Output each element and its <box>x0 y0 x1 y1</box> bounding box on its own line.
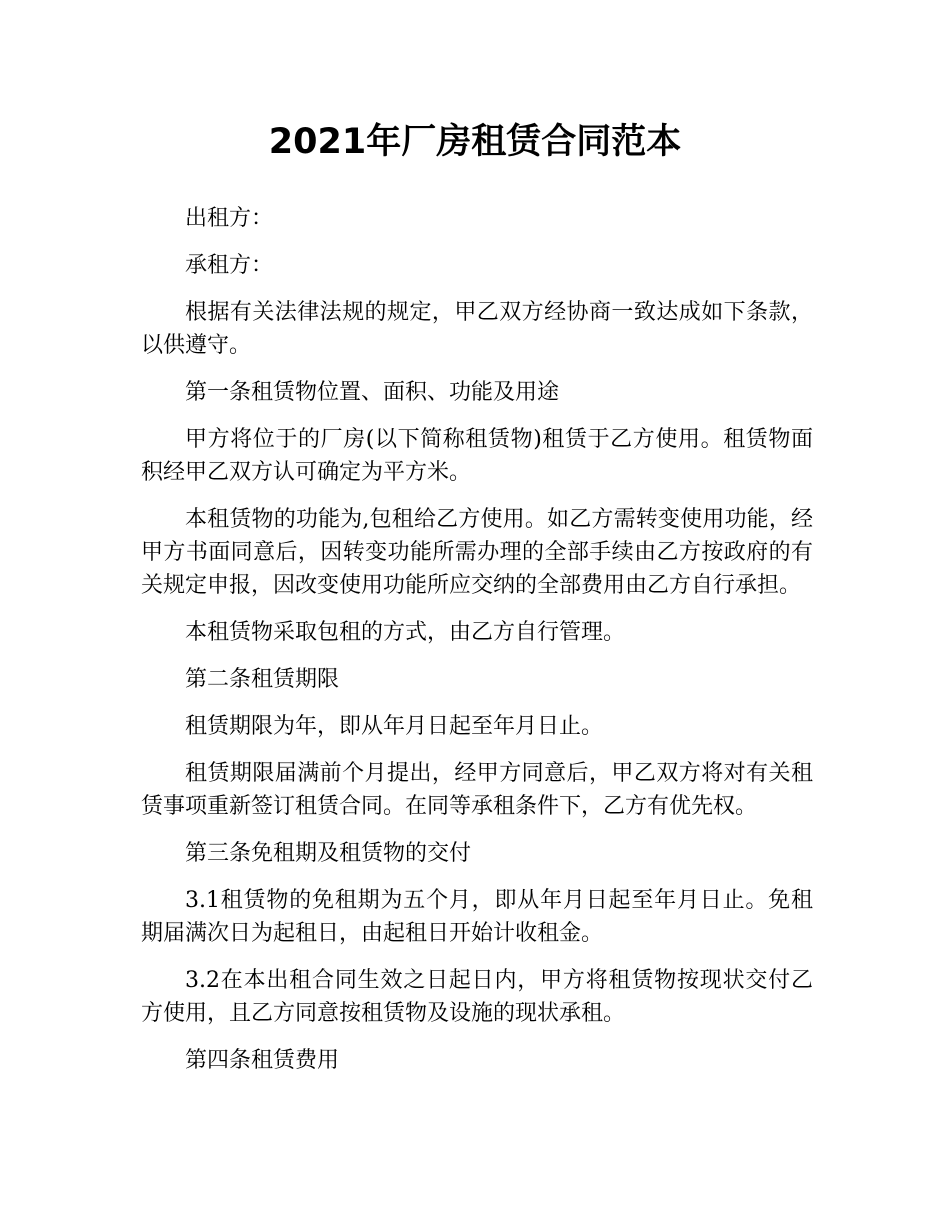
document-body <box>141 202 813 1091</box>
lessee-line: 承租方： <box>185 253 274 278</box>
article-1-paragraph-2: 本租赁物的功能为,包租给乙方使用。如乙方需转变使用功能，经甲方书面同意后，因转变功能所需办理的全部手续由乙方按政府的有关规定申报，因改变使用功能所应交纳的全部费用由乙方自行承担。 <box>141 507 813 598</box>
article-1-paragraph-1: 甲方将位于的厂房(以下简称租赁物)租赁于乙方使用。租赁物面积经甲乙双方认可确定为平方米。 <box>141 427 813 485</box>
article-3-clause-1: 3.1租赁物的免租期为五个月，即从年月日起至年月日止。免租期届满次日为起租日，由起租日开始计收租金。 <box>141 888 813 946</box>
article-3-clause-2: 3.2在本出租合同生效之日起日内，甲方将租赁物按现状交付乙方使用，且乙方同意按租赁物及设施的现状承租。 <box>141 968 813 1026</box>
article-1-paragraph-3: 本租赁物采取包租的方式，由乙方自行管理。 <box>185 620 626 645</box>
article-2-paragraph-2: 租赁期限届满前个月提出，经甲方同意后，甲乙双方将对有关租赁事项重新签订租赁合同。在同等承租条件下，乙方有优先权。 <box>141 761 813 819</box>
article-2-heading: 第二条租赁期限 <box>185 667 340 692</box>
lessor-line: 出租方： <box>185 206 274 231</box>
document-title: 2021年厂房租赁合同范本 <box>268 122 682 162</box>
article-3-heading: 第三条免租期及租赁物的交付 <box>185 841 472 866</box>
article-4-heading: 第四条租赁费用 <box>185 1048 340 1073</box>
preamble-paragraph: 根据有关法律法规的规定，甲乙双方经协商一致达成如下条款，以供遵守。 <box>141 300 813 358</box>
article-2-paragraph-1: 租赁期限为年，即从年月日起至年月日止。 <box>185 714 604 739</box>
article-1-heading: 第一条租赁物位置、面积、功能及用途 <box>185 380 560 405</box>
